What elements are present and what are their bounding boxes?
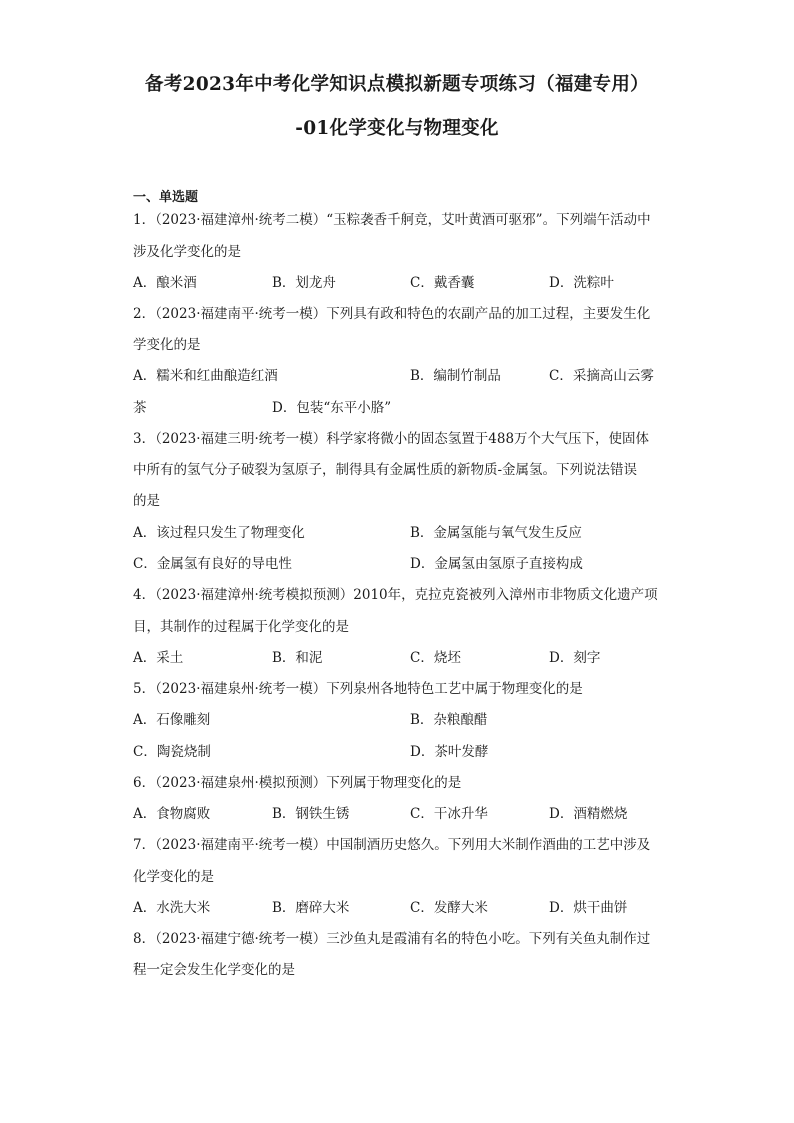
q3-option-c: C．金属氢有良好的导电性	[133, 556, 292, 572]
q1-option-a: A．酿米酒	[133, 275, 197, 291]
q6-option-c: C．干冰升华	[410, 806, 488, 822]
q5-option-c: C．陶瓷烧制	[133, 744, 211, 760]
question-8-line-1: 8．（2023·福建宁德·统考一模）三沙鱼丸是霞浦有名的特色小吃。下列有关鱼丸制作过	[133, 931, 651, 947]
question-6-line-1: 6．（2023·福建泉州·模拟预测）下列属于物理变化的是	[133, 775, 462, 791]
q6-option-a: A．食物腐败	[133, 806, 211, 822]
q3-option-b: B．金属氢能与氧气发生反应	[410, 525, 582, 541]
q5-option-a: A．石像雕刻	[133, 712, 211, 728]
q2-option-c-continued: 茶	[133, 400, 147, 416]
q2-option-b: B．编制竹制品	[410, 368, 501, 384]
q1-option-d: D．洗粽叶	[549, 275, 614, 291]
q7-option-d: D．烘干曲饼	[549, 900, 628, 916]
q6-option-d: D．酒精燃烧	[549, 806, 628, 822]
question-7-line-2: 化学变化的是	[133, 869, 214, 885]
page-subtitle: -01化学变化与物理变化	[295, 118, 499, 139]
question-4-line-2: 目，其制作的过程属于化学变化的是	[133, 619, 349, 635]
q2-option-a: A．糯米和红曲酿造红酒	[133, 368, 278, 384]
q4-option-c: C．烧坯	[410, 650, 461, 666]
q5-option-b: B．杂粮酿醋	[410, 712, 488, 728]
section-heading: 一、单选题	[133, 190, 199, 205]
q4-option-d: D．刻字	[549, 650, 601, 666]
page-title: 备考2023年中考化学知识点模拟新题专项练习（福建专用）	[145, 74, 649, 95]
q1-option-b: B．划龙舟	[272, 275, 336, 291]
q4-option-b: B．和泥	[272, 650, 323, 666]
q2-option-d: D．包装“东平小胳”	[272, 400, 392, 416]
q7-option-b: B．磨碎大米	[272, 900, 350, 916]
q6-option-b: B．钢铁生锈	[272, 806, 350, 822]
question-2-line-1: 2．（2023·福建南平·统考一模）下列具有政和特色的农副产品的加工过程，主要发生化	[133, 306, 651, 322]
q7-option-c: C．发酵大米	[410, 900, 488, 916]
q5-option-d: D．茶叶发酵	[410, 744, 489, 760]
q3-option-a: A．该过程只发生了物理变化	[133, 525, 305, 541]
question-2-line-2: 学变化的是	[133, 337, 201, 353]
question-8-line-2: 程一定会发生化学变化的是	[133, 962, 295, 978]
q4-option-a: A．采土	[133, 650, 184, 666]
question-4-line-1: 4．（2023·福建漳州·统考模拟预测）2010年，克拉克瓷被列入漳州市非物质文化遗产项	[133, 587, 658, 603]
question-7-line-1: 7．（2023·福建南平·统考一模）中国制酒历史悠久。下列用大米制作酒曲的工艺中涉及	[133, 837, 651, 853]
question-1-line-1: 1．（2023·福建漳州·统考二模）“玉粽袭香千舸竞，艾叶黄酒可驱邪”。下列端午活动中	[133, 212, 651, 228]
q3-option-d: D．金属氢由氢原子直接构成	[410, 556, 583, 572]
question-3-line-1: 3．（2023·福建三明·统考一模）科学家将微小的固态氢置于488万个大气压下，使固体	[133, 431, 650, 447]
q1-option-c: C．戴香囊	[410, 275, 475, 291]
q7-option-a: A．水洗大米	[133, 900, 211, 916]
question-5-line-1: 5．（2023·福建泉州·统考一模）下列泉州各地特色工艺中属于物理变化的是	[133, 681, 583, 697]
q2-option-c: C．采摘高山云雾	[549, 368, 654, 384]
question-1-line-2: 涉及化学变化的是	[133, 244, 241, 260]
question-3-line-2: 中所有的氢气分子破裂为氢原子，制得具有金属性质的新物质-金属氢。下列说法错误	[133, 462, 638, 478]
question-3-line-3: 的是	[133, 493, 160, 509]
